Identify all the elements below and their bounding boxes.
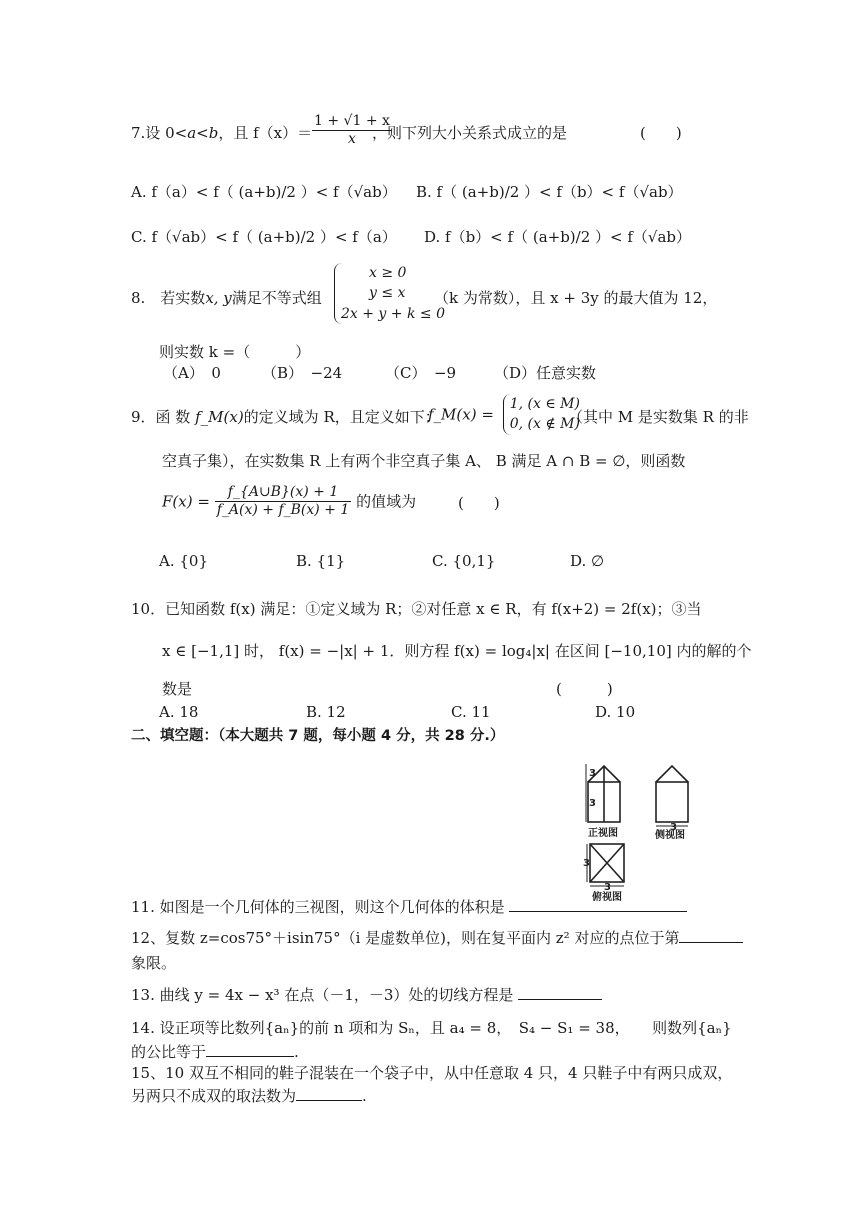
q13-answer-blank[interactable] [518,985,602,1000]
q10-option-d: D. 10 [595,703,636,721]
q7-option-c: C. f（√ab）< f（ (a+b)/2 ）< f（a） [131,228,397,246]
q10-option-a: A. 18 [159,703,199,721]
q9-function-F: F(x) = $\frac{f\_\{A\cup B\}(x) + 1}{f\_A(x) + f\_B(x) + 1}$ 的值域为 [162,484,417,518]
top-dim-bottom: 3 [604,882,611,893]
top-view-label: 俯视图 [592,892,622,903]
q8-option-d: （D）任意实数 [494,364,597,382]
q10-option-c: C. 11 [451,703,491,721]
front-dim-top: 3 [589,768,596,779]
q15-line2: 另两只不成双的取法数为 . [131,1087,367,1105]
q10-line3: 数是 [162,680,193,698]
q9-option-d: D. ∅ [570,552,605,570]
q9-answer-paren: ( ) [458,494,500,512]
q8-inequality-system: x ≥ 0 y ≤ x 2x + y + k ≤ 0 [334,263,445,324]
q7-answer-paren: ( ) [640,124,682,142]
q14-line1: 14. 设正项等比数列{aₙ}的前 n 项和为 Sₙ，且 a₄ = 8， S₄ − S₁ = 38， 则数列{aₙ} [131,1019,732,1037]
q8-stem: 8. 若实数x, y满足不等式组 [131,289,322,307]
q12-line1: 12、复数 z=cos75°＋isin75°（i 是虚数单位)，则在复平面内 z² 对应的点位于第 [131,928,743,947]
q11-answer-blank[interactable] [509,897,687,912]
q10-line1: 10．已知函数 f(x) 满足：①定义域为 R；②对任意 x ∈ R，有 f(x+2) = 2f(x)；③当 [131,600,702,618]
q12-answer-blank[interactable] [679,928,743,943]
q14-answer-blank[interactable] [206,1042,294,1057]
q7-option-b: B. f（ (a+b)/2 ）< f（b）< f（√ab） [416,183,683,201]
q9-line1: 9．函 数 f_M(x)的定义域为 R，且定义如下： [131,408,440,426]
front-dim-side: 3 [589,798,596,809]
q15-line1: 15、10 双互不相同的鞋子混装在一个袋子中，从中任意取 4 只，4 只鞋子中有两只成双， [131,1064,733,1082]
q7-stem-tail: ，则下列大小关系式成立的是 [372,124,568,142]
q8-ask: 则实数 k =（ ） [159,343,311,361]
q7-stem: 7.设 0<a<b，且 f（x）＝ [131,124,313,142]
q10-answer-paren: ( ) [556,680,613,698]
top-dim-side: 3 [583,858,590,869]
q9-piecewise: f_M(x) = 1, (x ∈ M) 0, (x ∉ M) [428,394,580,435]
q12-line2: 象限。 [131,954,177,972]
q8-option-b: （B） −24 [262,364,343,382]
q9-line1-tail: （其中 M 是实数集 R 的非 [568,408,749,426]
q7-option-d: D. f（b）< f（ (a+b)/2 ）< f（√ab） [424,228,692,246]
section-heading-fill-in: 二、填空题：（本大题共 7 题，每小题 4 分，共 28 分.） [131,728,505,744]
q8-stem-tail: （k 为常数），且 x + 3y 的最大值为 12， [434,289,718,307]
q7-fraction: $\frac{1 + √1 + x}{x}$ [314,113,390,147]
q14-line2: 的公比等于 . [131,1043,299,1061]
q9-option-c: C. {0,1} [432,552,496,570]
q7-option-a: A. f（a）< f（ (a+b)/2 ）< f（√ab） [131,183,397,201]
side-view [656,766,688,822]
q10-option-b: B. 12 [306,703,346,721]
q8-option-a: （A） 0 [163,364,221,382]
q13-stem: 13. 曲线 y = 4x − x³ 在点（－1，－3）处的切线方程是 [131,985,602,1004]
three-view-figure [584,760,696,902]
top-view [590,844,624,882]
q8-option-c: （C） −9 [385,364,457,382]
front-view-label: 正视图 [588,828,618,839]
q9-option-b: B. {1} [296,552,346,570]
q10-line2: x ∈ [−1,1] 时， f(x) = −|x| + 1．则方程 f(x) = log₄|x| 在区间 [−10,10] 内的解的个 [162,642,752,660]
side-dim: 3 [670,822,677,833]
q15-answer-blank[interactable] [296,1086,362,1101]
q11-stem: 11. 如图是一个几何体的三视图，则这个几何体的体积是 [131,897,687,916]
q9-option-a: A. {0} [159,552,208,570]
side-view-label: 侧视图 [655,830,685,841]
q9-line2: 空真子集），在实数集 R 上有两个非空真子集 A、 B 满足 A ∩ B = ∅，则函数 [162,452,686,470]
